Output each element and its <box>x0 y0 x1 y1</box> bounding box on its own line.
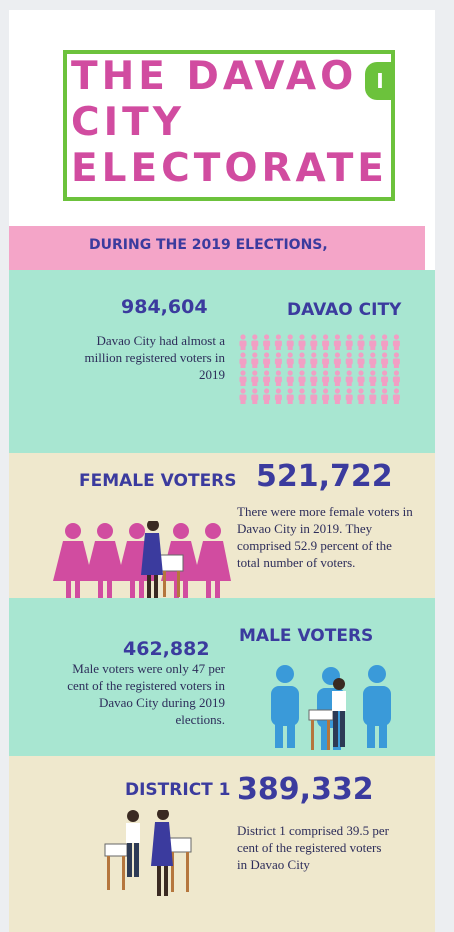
person-pictogram <box>322 334 329 350</box>
man-figure-1 <box>271 665 299 748</box>
title-line-1: THE DAVAO <box>71 54 358 99</box>
person-pictogram <box>251 352 258 368</box>
person-pictogram <box>240 334 247 350</box>
person-pictogram <box>310 352 317 368</box>
infographic-sheet <box>9 10 435 932</box>
woman-figure-5 <box>193 523 231 603</box>
person-pictogram <box>251 334 258 350</box>
person-pictogram <box>287 388 294 404</box>
male-voter-at-booth <box>105 810 140 890</box>
voter-pictogram-grid <box>237 334 405 406</box>
person-pictogram <box>369 388 376 404</box>
person-pictogram <box>381 370 388 386</box>
person-pictogram <box>358 334 365 350</box>
subtitle-band <box>9 226 425 270</box>
female-voter-at-booth <box>151 810 191 896</box>
person-pictogram <box>322 352 329 368</box>
person-pictogram <box>381 388 388 404</box>
person-pictogram <box>310 334 317 350</box>
person-pictogram <box>393 370 400 386</box>
female-voters-panel <box>9 453 435 598</box>
district-description: District 1 comprised 39.5 per cent of the registered voters in Davao City <box>237 823 389 872</box>
person-pictogram <box>240 388 247 404</box>
person-pictogram <box>299 388 306 404</box>
female-description: There were more female voters in Davao City in 2019. They comprised 52.9 percent of the total number of voters. <box>237 504 413 570</box>
person-pictogram <box>263 370 270 386</box>
person-pictogram <box>369 352 376 368</box>
person-pictogram <box>287 370 294 386</box>
person-pictogram <box>346 334 353 350</box>
person-pictogram <box>322 370 329 386</box>
person-pictogram <box>334 334 341 350</box>
person-pictogram <box>275 352 282 368</box>
male-voters-icon <box>263 664 399 754</box>
person-pictogram <box>299 352 306 368</box>
male-description: Male voters were only 47 per cent of the registered voters in Davao City during 2019 elections. <box>67 661 225 727</box>
person-pictogram <box>322 388 329 404</box>
person-pictogram <box>240 370 247 386</box>
person-pictogram <box>287 334 294 350</box>
district-1-panel <box>9 756 435 932</box>
title-frame <box>63 50 395 201</box>
male-voters-label: MALE VOTERS <box>239 626 374 646</box>
person-pictogram <box>334 352 341 368</box>
person-pictogram <box>275 370 282 386</box>
female-voters-label: FEMALE VOTERS <box>79 471 237 491</box>
person-pictogram <box>310 388 317 404</box>
page-title <box>71 54 388 192</box>
title-line-2: CITY <box>71 100 185 145</box>
female-voters-number: 521,722 <box>256 459 393 494</box>
female-voters-icon <box>51 521 231 609</box>
person-pictogram <box>346 388 353 404</box>
person-pictogram <box>358 388 365 404</box>
title-line-3: ELECTORATE <box>71 146 388 191</box>
person-pictogram <box>381 352 388 368</box>
district-voters-icon <box>103 810 195 902</box>
davao-total-number: 984,604 <box>121 296 208 318</box>
person-pictogram <box>263 334 270 350</box>
person-pictogram <box>334 370 341 386</box>
person-pictogram <box>263 352 270 368</box>
person-pictogram <box>334 388 341 404</box>
woman-figure-1 <box>53 523 93 603</box>
person-pictogram <box>251 388 258 404</box>
person-pictogram <box>393 334 400 350</box>
person-pictogram <box>263 388 270 404</box>
male-voters-panel <box>9 598 435 756</box>
person-pictogram <box>299 334 306 350</box>
district-1-number: 389,332 <box>237 772 374 807</box>
person-pictogram <box>381 334 388 350</box>
person-pictogram <box>358 370 365 386</box>
person-pictogram <box>346 370 353 386</box>
person-pictogram <box>240 352 247 368</box>
person-pictogram <box>287 352 294 368</box>
person-pictogram <box>310 370 317 386</box>
person-pictogram <box>346 352 353 368</box>
person-pictogram <box>275 334 282 350</box>
davao-city-label: DAVAO CITY <box>287 300 402 320</box>
man-figure-3 <box>363 665 391 748</box>
person-pictogram <box>299 370 306 386</box>
woman-figure-2 <box>85 523 125 603</box>
davao-city-panel <box>9 270 435 453</box>
person-pictogram <box>369 334 376 350</box>
district-1-label: DISTRICT 1 <box>125 780 231 800</box>
person-pictogram <box>393 388 400 404</box>
person-pictogram <box>251 370 258 386</box>
title-tab: I <box>365 62 395 100</box>
male-voters-number: 462,882 <box>123 638 210 660</box>
person-pictogram <box>275 388 282 404</box>
subtitle: DURING THE 2019 ELECTIONS, <box>89 237 328 253</box>
person-pictogram <box>358 352 365 368</box>
davao-description: Davao City had almost a million registered voters in 2019 <box>84 333 225 382</box>
person-pictogram <box>393 352 400 368</box>
person-pictogram <box>369 370 376 386</box>
